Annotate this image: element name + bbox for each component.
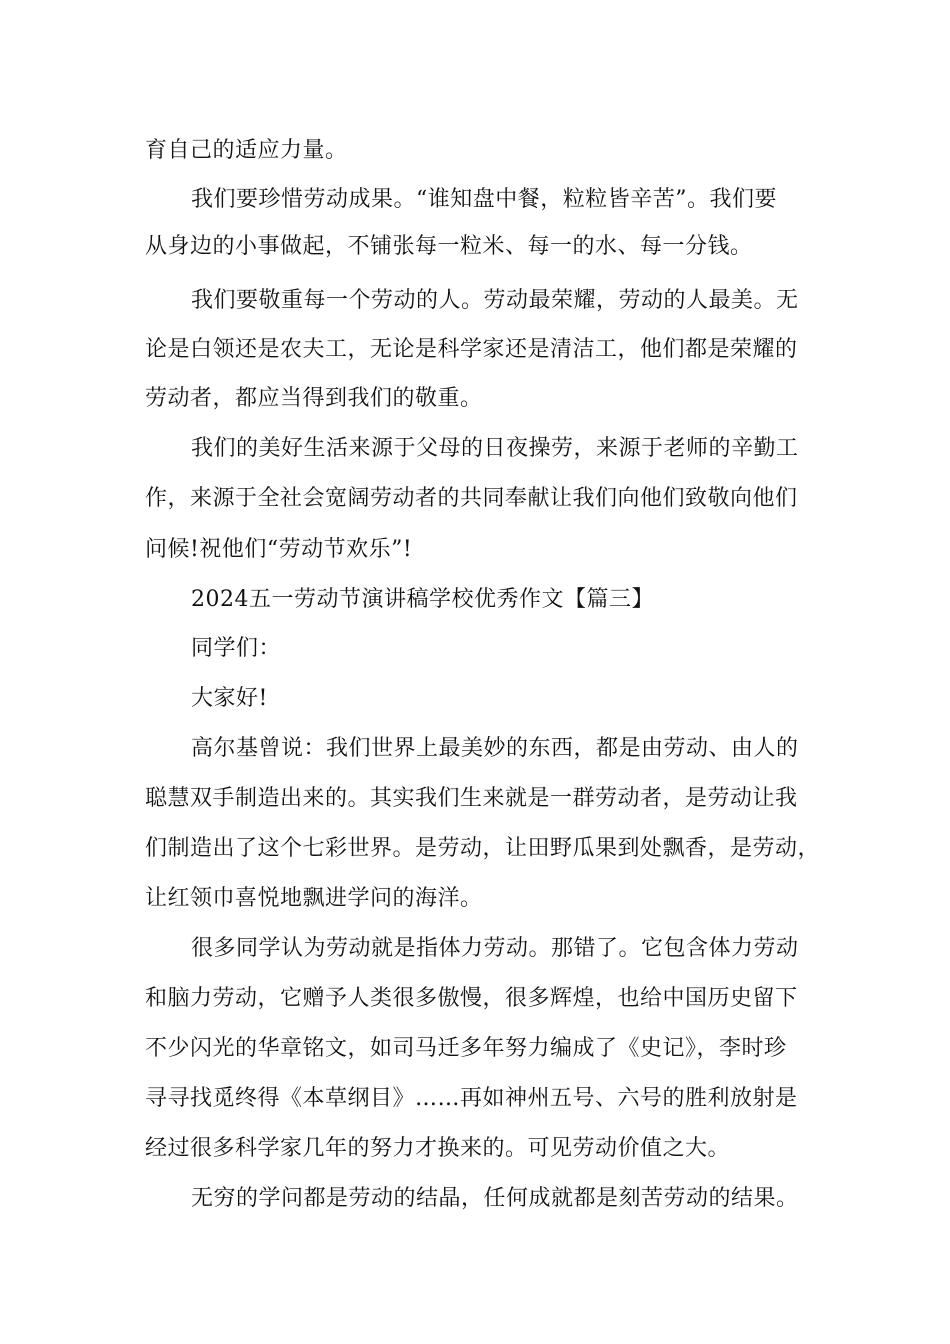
paragraph-line: 我们要珍惜劳动成果。“谁知盘中餐，粒粒皆辛苦”。我们要 [191, 187, 777, 212]
paragraph-line: 和脑力劳动，它赠予人类很多傲慢，很多辉煌，也给中国历史留下 [145, 986, 798, 1011]
paragraph-line: 劳动者，都应当得到我们的敬重。 [145, 386, 483, 411]
paragraph-line: 我们的美好生活来源于父母的日夜操劳，来源于老师的辛勤工 [191, 436, 799, 461]
salutation: 同学们： [191, 636, 282, 661]
paragraph-line: 们制造出了这个七彩世界。是劳动，让田野瓜果到处飘香，是劳动， [145, 836, 821, 861]
paragraph-line: 聪慧双手制造出来的。其实我们生来就是一群劳动者，是劳动让我 [145, 786, 798, 811]
greeting: 大家好! [191, 686, 268, 711]
paragraph-line: 寻寻找觅终得《本草纲目》……再如神州五号、六号的胜利放射是 [145, 1086, 798, 1111]
section-heading: 2024五一劳动节演讲稿学校优秀作文【篇三】 [191, 587, 654, 612]
paragraph-line: 经过很多科学家几年的努力才换来的。可见劳动价值之大。 [145, 1136, 731, 1161]
paragraph-line: 问候!祝他们“劳动节欢乐”! [145, 537, 413, 562]
paragraph-line: 论是白领还是农夫工，无论是科学家还是清洁工，他们都是荣耀的 [145, 337, 798, 362]
paragraph-line: 很多同学认为劳动就是指体力劳动。那错了。它包含体力劳动 [191, 936, 799, 961]
paragraph-line: 从身边的小事做起，不铺张每一粒米、每一的水、每一分钱。 [145, 234, 753, 259]
paragraph-line: 不少闪光的华章铭文，如司马迁多年努力编成了《史记》，李时珍 [145, 1036, 787, 1061]
paragraph-line: 我们要敬重每一个劳动的人。劳动最荣耀，劳动的人最美。无 [191, 288, 799, 313]
paragraph-line: 作，来源于全社会宽阔劳动者的共同奉献让我们向他们致敬向他们 [145, 486, 798, 511]
paragraph-line: 让红领巾喜悦地飘进学问的海洋。 [145, 886, 483, 911]
paragraph-line: 高尔基曾说：我们世界上最美妙的东西，都是由劳动、由人的 [191, 736, 799, 761]
paragraph-line: 无穷的学问都是劳动的结晶，任何成就都是刻苦劳动的结果。 [191, 1186, 799, 1211]
paragraph-line: 育自己的适应力量。 [145, 138, 348, 163]
